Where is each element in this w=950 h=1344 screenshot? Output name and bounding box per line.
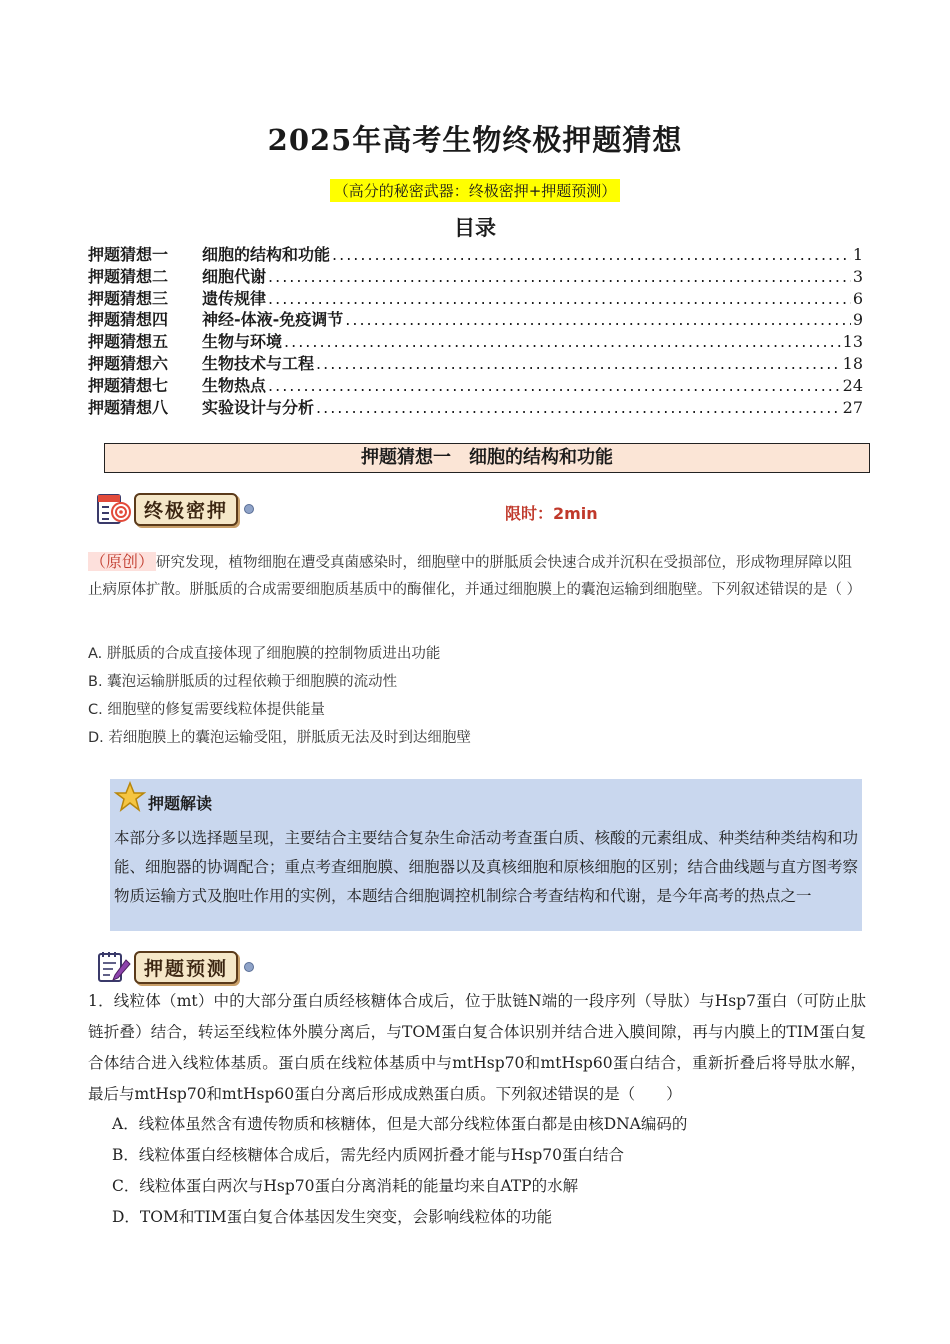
toc-item[interactable]	[88, 351, 863, 373]
analysis-body: 本部分多以选择题呈现，主要结合主要结合复杂生命活动考查蛋白质、核酸的元素组成、种类结种类结构和功能、细胞器的协调配合；重点考查细胞膜、细胞器以及真核细胞和原核细胞的区别；结合曲线题与直方图考察物质运输方式及胞吐作用的实例，本题结合细胞调控机制综合考查结构和代谢，是今年高考的热点之一	[114, 829, 859, 905]
toc-item-page: 13	[842, 332, 863, 352]
toc-leader-dots	[268, 376, 841, 395]
original-option-c[interactable]: C. 细胞壁的修复需要线粒体提供能量	[88, 702, 325, 718]
badge-predict-label: 押题预测	[134, 951, 238, 984]
toc-item-title: 生物热点	[202, 375, 267, 395]
toc-item[interactable]	[88, 242, 863, 264]
question-1-option-d[interactable]: D．TOM和TIM蛋白复合体基因发生突变，会影响线粒体的功能	[112, 1208, 553, 1226]
badge-predict	[96, 950, 254, 984]
toc-item-page: 6	[852, 288, 863, 308]
badge-dot-icon	[244, 504, 254, 514]
analysis-heading: 押题解读	[148, 794, 213, 813]
badge-secret-label: 终极密押	[134, 493, 238, 526]
badge-secret	[96, 492, 254, 526]
toc-item-title: 实验设计与分析	[202, 397, 315, 417]
toc-item-title: 生物技术与工程	[202, 353, 315, 373]
question-1-option-a[interactable]: A．线粒体虽然含有遗传物质和核糖体，但是大部分线粒体蛋白都是由核DNA编码的	[112, 1115, 688, 1133]
toc-item-page: 27	[842, 397, 863, 417]
toc-leader-dots	[284, 332, 841, 351]
original-tag: （原创）	[90, 552, 155, 571]
original-option-d[interactable]: D. 若细胞膜上的囊泡运输受阻，胼胝质无法及时到达细胞壁	[88, 730, 471, 746]
toc-item-title: 生物与环境	[202, 332, 283, 352]
toc-heading: 目录	[454, 216, 496, 240]
toc-leader-dots	[316, 354, 841, 373]
toc-item[interactable]	[88, 395, 863, 417]
question-1-stem: 1．线粒体（mt）中的大部分蛋白质经核糖体合成后，位于肽链N端的一段序列（导肽）与Hsp7蛋白（可防止肽链折叠）结合，转运至线粒体外膜分离后，与TOM蛋白复合体识别并结合进入膜间隙，再与内膜上的TIM蛋白复合体结合进入线粒体基质。蛋白质在线粒体基质中与mtHsp70和mtHsp60蛋白结合，重新折叠后将导肽水解，最后与mtHsp70和mtHsp60蛋白分离后形成成熟蛋白质。下列叙述错误的是（ ）	[88, 992, 866, 1103]
toc-item-number: 押题猜想四	[88, 310, 169, 330]
toc-item-page: 3	[852, 266, 863, 286]
toc-item-title: 细胞的结构和功能	[202, 245, 331, 264]
toc-item[interactable]	[88, 264, 863, 286]
original-question-text: 研究发现，植物细胞在遭受真菌感染时，细胞壁中的胼胝质会快速合成并沉积在受损部位，形成物理屏障以阻止病原体扩散。胼胝质的合成需要细胞质基质中的酶催化，并通过细胞膜上的囊泡运输到细胞壁。下列叙述错误的是（ ）	[88, 555, 862, 598]
toc-item-page: 1	[852, 245, 863, 264]
badge-dot-icon	[244, 962, 254, 972]
document-subtitle: （高分的秘密武器：终极密押+押题预测）	[330, 179, 621, 202]
toc-leader-dots	[268, 289, 851, 308]
toc-item[interactable]	[88, 329, 863, 351]
original-question-stem	[88, 548, 866, 604]
toc-item-page: 9	[852, 310, 863, 330]
notepad-pen-icon	[96, 950, 134, 984]
toc-item-title: 细胞代谢	[202, 266, 267, 286]
original-option-a[interactable]: A. 胼胝质的合成直接体现了细胞膜的控制物质进出功能	[88, 646, 441, 662]
question-1-option-c[interactable]: C．线粒体蛋白两次与Hsp70蛋白分离消耗的能量均来自ATP的水解	[112, 1177, 579, 1195]
document-title: 2025年高考生物终极押题猜想	[267, 123, 683, 157]
original-option-b[interactable]: B. 囊泡运输胼胝质的过程依赖于细胞膜的流动性	[88, 674, 398, 690]
toc-item-title: 神经-体液-免疫调节	[202, 310, 344, 330]
toc-item-page: 24	[842, 375, 863, 395]
toc-item-number: 押题猜想八	[88, 397, 169, 417]
toc-item-number: 押题猜想六	[88, 353, 169, 373]
toc-item-number: 押题猜想一	[88, 245, 169, 264]
toc-leader-dots	[345, 310, 851, 329]
toc-item-number: 押题猜想五	[88, 332, 169, 352]
subtitle-wrap	[0, 179, 950, 202]
section-heading: 押题猜想一 细胞的结构和功能	[104, 443, 870, 473]
toc-item-title: 遗传规律	[202, 288, 267, 308]
toc-item-number: 押题猜想三	[88, 288, 169, 308]
star-icon	[114, 781, 146, 817]
toc-item[interactable]	[88, 286, 863, 308]
toc-item-page: 18	[842, 353, 863, 373]
toc-item[interactable]	[88, 307, 863, 329]
toc-item-number: 押题猜想二	[88, 266, 169, 286]
toc-leader-dots	[268, 267, 851, 286]
toc-leader-dots	[316, 398, 841, 417]
toc-item[interactable]	[88, 373, 863, 395]
question-1-option-b[interactable]: B．线粒体蛋白经核糖体合成后，需先经内质网折叠才能与Hsp70蛋白结合	[112, 1146, 625, 1164]
toc-item-number: 押题猜想七	[88, 375, 169, 395]
calendar-target-icon	[96, 492, 134, 526]
table-of-contents	[88, 242, 863, 416]
toc-leader-dots	[332, 245, 851, 264]
time-limit: 限时：2min	[505, 504, 598, 523]
